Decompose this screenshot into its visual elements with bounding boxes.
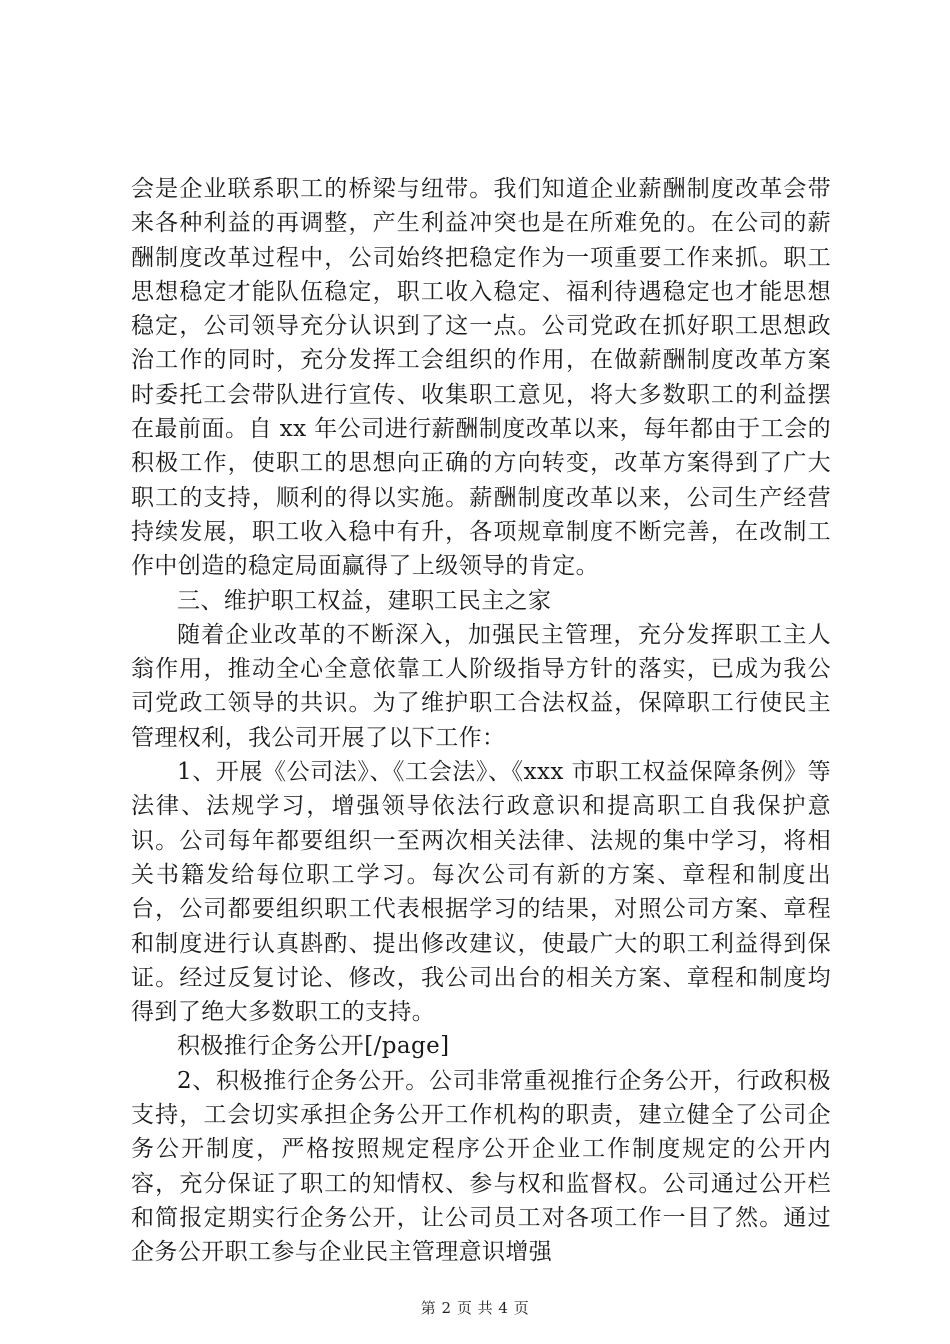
page-footer: 第 2 页 共 4 页 bbox=[420, 1299, 530, 1317]
document-body bbox=[131, 172, 831, 1270]
body-paragraph: 随着企业改革的不断深入，加强民主管理，充分发挥职工主人翁作用，推动全心全意依靠工人阶级指导方针的落实，已成为我公司党政工领导的共识。为了维护职工合法权益，保障职工行使民主管理权利，我公司开展了以下工作： bbox=[131, 621, 831, 751]
subheading: 积极推行企务公开[/page] bbox=[177, 1033, 450, 1060]
body-paragraph: 2、积极推行企务公开。公司非常重视推行企务公开，行政积极支持，工会切实承担企务公开工作机构的职责，建立健全了公司企务公开制度，严格按照规定程序公开企业工作制度规定的公开内容，充分保证了职工的知情权、参与权和监督权。公司通过公开栏和简报定期实行企务公开，让公司员工对各项工作一目了然。通过企务公开职工参与企业民主管理意识增强 bbox=[131, 1067, 831, 1266]
section-heading: 三、维护职工权益，建职工民主之家 bbox=[177, 587, 552, 614]
body-paragraph: 会是企业联系职工的桥梁与纽带。我们知道企业薪酬制度改革会带来各种利益的再调整，产生利益冲突也是在所难免的。在公司的薪酬制度改革过程中，公司始终把稳定作为一项重要工作来抓。职工思想稳定才能队伍稳定，职工收入稳定、福利待遇稳定也才能思想稳定，公司领导充分认识到了这一点。公司党政在抓好职工思想政治工作的同时，充分发挥工会组织的作用，在做薪酬制度改革方案时委托工会带队进行宣传、收集职工意见，将大多数职工的利益摆在最前面。自 xx 年公司进行薪酬制度改革以来，每年都由于工会的积极工作，使职工的思想向正确的方向转变，改革方案得到了广大职工的支持，顺利的得以实施。薪酬制度改革以来，公司生产经营持续发展，职工收入稳中有升，各项规章制度不断完善，在改制工作中创造的稳定局面赢得了上级领导的肯定。 bbox=[131, 176, 831, 580]
body-paragraph: 1、开展《公司法》、《工会法》、《xxx 市职工权益保障条例》等法律、法规学习，增强领导依法行政意识和提高职工自我保护意识。公司每年都要组织一至两次相关法律、法规的集中学习，将相关书籍发给每位职工学习。每次公司有新的方案、章程和制度出台，公司都要组织职工代表根据学习的结果，对照公司方案、章程和制度进行认真斟酌、提出修改建议，使最广大的职工利益得到保证。经过反复讨论、修改，我公司出台的相关方案、章程和制度均得到了绝大多数职工的支持。 bbox=[131, 759, 831, 1026]
